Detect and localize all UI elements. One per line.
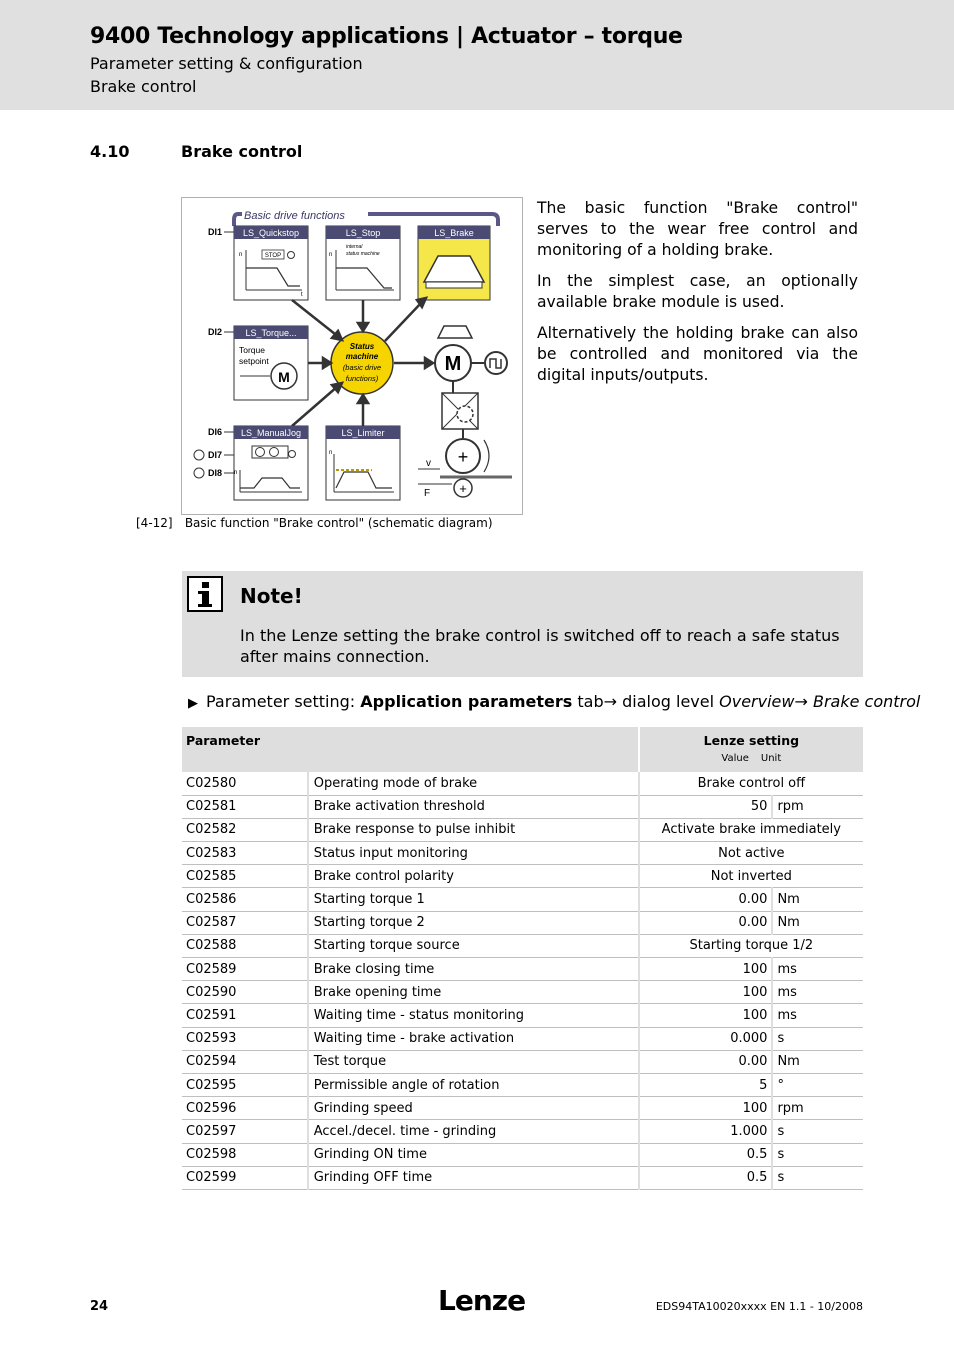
svg-text:setpoint: setpoint: [239, 356, 269, 366]
tab-name: Application parameters: [360, 692, 573, 711]
block-label-stop: LS_Stop: [345, 228, 381, 238]
param-description: Brake activation threshold: [308, 795, 639, 818]
info-icon: [187, 576, 223, 612]
triangle-right-icon: ▶: [188, 696, 198, 711]
svg-text:Status: Status: [349, 342, 375, 351]
figure-caption-text: Basic function "Brake control" (schematic diagram): [184, 516, 493, 530]
svg-text:F: F: [424, 488, 431, 499]
param-code: C02599: [182, 1166, 308, 1189]
param-value: Starting torque 1/2: [639, 934, 863, 957]
svg-text:internal: internal: [346, 244, 363, 250]
table-row: [182, 1166, 863, 1189]
param-code: C02587: [182, 911, 308, 934]
input-di2: DI2: [208, 327, 223, 337]
param-description: Starting torque 2: [308, 911, 639, 934]
note-text: In the Lenze setting the brake control is switched off to reach a safe status after mains connection.: [240, 626, 840, 666]
param-description: Starting torque 1: [308, 888, 639, 911]
svg-text:functions): functions): [345, 374, 379, 383]
table-row: [182, 911, 863, 934]
table-row: [182, 842, 863, 865]
param-value: 0.5: [639, 1166, 773, 1189]
param-description: Grinding ON time: [308, 1143, 639, 1166]
param-unit: s: [772, 1027, 863, 1050]
table-row: [182, 1120, 863, 1143]
svg-text:+: +: [459, 481, 467, 496]
table-row: [182, 958, 863, 981]
param-code: C02597: [182, 1120, 308, 1143]
param-unit: Nm: [772, 888, 863, 911]
param-value: Brake control off: [639, 772, 863, 795]
param-unit: rpm: [772, 1097, 863, 1120]
param-value: 0.000: [639, 1027, 773, 1050]
param-description: Waiting time - status monitoring: [308, 1004, 639, 1027]
param-code: C02596: [182, 1097, 308, 1120]
param-value: Not active: [639, 842, 863, 865]
param-value: 100: [639, 958, 773, 981]
block-label-brake: LS_Brake: [434, 228, 474, 238]
table-row: [182, 888, 863, 911]
param-description: Brake closing time: [308, 958, 639, 981]
svg-text:M: M: [444, 353, 462, 375]
param-unit: s: [772, 1166, 863, 1189]
param-description: Test torque: [308, 1050, 639, 1073]
param-description: Brake response to pulse inhibit: [308, 818, 639, 841]
param-code: C02593: [182, 1027, 308, 1050]
param-unit: Nm: [772, 911, 863, 934]
param-code: C02590: [182, 981, 308, 1004]
param-description: Brake control polarity: [308, 865, 639, 888]
param-description: Operating mode of brake: [308, 772, 639, 795]
param-unit: ms: [772, 1004, 863, 1027]
header-unit: Unit: [760, 753, 782, 764]
param-code: C02585: [182, 865, 308, 888]
param-unit: ms: [772, 981, 863, 1004]
param-unit: s: [772, 1120, 863, 1143]
param-description: Status input monitoring: [308, 842, 639, 865]
svg-text:+: +: [457, 447, 469, 467]
intro-text: [537, 198, 858, 396]
param-unit: rpm: [772, 795, 863, 818]
param-description: Grinding speed: [308, 1097, 639, 1120]
table-row: [182, 818, 863, 841]
param-value: 0.5: [639, 1143, 773, 1166]
input-di7: DI7: [208, 450, 223, 460]
param-value: 1.000: [639, 1120, 773, 1143]
page-subtitle-2: Brake control: [90, 77, 197, 96]
section-number: 4.10: [90, 142, 130, 161]
block-limiter: [326, 426, 400, 500]
header-parameter: Parameter: [182, 727, 639, 772]
intro-paragraph-1: The basic function "Brake control" serves to the wear free control and monitoring of a holding brake.: [537, 199, 858, 259]
param-description: Permissible angle of rotation: [308, 1073, 639, 1096]
param-value: 0.00: [639, 911, 773, 934]
table-row: [182, 865, 863, 888]
header-value: Value: [721, 753, 749, 764]
param-code: C02580: [182, 772, 308, 795]
param-value: Not inverted: [639, 865, 863, 888]
param-code: C02582: [182, 818, 308, 841]
param-unit: ms: [772, 958, 863, 981]
svg-text:Torque: Torque: [239, 345, 265, 355]
table-row: [182, 1027, 863, 1050]
block-quickstop: [234, 226, 308, 300]
param-unit: °: [772, 1073, 863, 1096]
table-row: [182, 1097, 863, 1120]
param-value: 0.00: [639, 1050, 773, 1073]
block-torque: [234, 326, 308, 400]
svg-text:n: n: [329, 450, 333, 456]
param-description: Accel./decel. time - grinding: [308, 1120, 639, 1143]
stop-sign: STOP: [264, 253, 282, 259]
figure-number: [4-12]: [136, 516, 173, 530]
intro-paragraph-2: In the simplest case, an optionally available brake module is used.: [537, 272, 858, 311]
block-manualjog: [234, 426, 308, 500]
table-row: [182, 1143, 863, 1166]
note-box: [182, 571, 863, 677]
param-unit: s: [772, 1143, 863, 1166]
table-row: [182, 795, 863, 818]
param-value: 5: [639, 1073, 773, 1096]
svg-text:status machine: status machine: [346, 251, 380, 257]
svg-text:machine: machine: [345, 352, 379, 361]
param-value: 50: [639, 795, 773, 818]
param-code: C02591: [182, 1004, 308, 1027]
param-unit: Nm: [772, 1050, 863, 1073]
param-code: C02594: [182, 1050, 308, 1073]
svg-text:n: n: [234, 470, 238, 476]
table-row: [182, 1050, 863, 1073]
svg-text:n: n: [329, 252, 333, 258]
note-title: Note!: [240, 584, 303, 608]
table-row: [182, 1073, 863, 1096]
block-label-torque: LS_Torque...: [245, 328, 297, 338]
svg-text:M: M: [278, 369, 290, 385]
svg-text:v: v: [426, 458, 431, 469]
arrow-icon: →: [603, 692, 618, 711]
param-value: 0.00: [639, 888, 773, 911]
page-subtitle-1: Parameter setting & configuration: [90, 54, 363, 73]
param-description: Brake opening time: [308, 981, 639, 1004]
param-description: Waiting time - brake activation: [308, 1027, 639, 1050]
param-description: Grinding OFF time: [308, 1166, 639, 1189]
page-title: 9400 Technology applications | Actuator – torque: [90, 24, 683, 49]
section-title: Brake control: [181, 142, 303, 161]
param-code: C02595: [182, 1073, 308, 1096]
param-code: C02598: [182, 1143, 308, 1166]
param-code: C02581: [182, 795, 308, 818]
parameter-table: [182, 727, 863, 1190]
input-di1: DI1: [208, 227, 223, 237]
block-brake: [418, 226, 490, 300]
table-row: [182, 772, 863, 795]
svg-text:(basic drive: (basic drive: [342, 363, 382, 372]
svg-text:n: n: [239, 252, 243, 258]
table-row: [182, 981, 863, 1004]
table-row: [182, 934, 863, 957]
group-label: Basic drive functions: [244, 210, 345, 222]
arrow-icon: →: [794, 692, 808, 711]
table-row: [182, 1004, 863, 1027]
motor-assembly: [418, 326, 512, 499]
param-code: C02583: [182, 842, 308, 865]
param-value: 100: [639, 1004, 773, 1027]
param-value: 100: [639, 1097, 773, 1120]
header-lenze-setting: Lenze setting Value Unit: [639, 727, 863, 772]
brake-control-diagram: [181, 197, 523, 515]
param-code: C02586: [182, 888, 308, 911]
lenze-logo: Lenze: [438, 1284, 526, 1317]
block-label-limiter: LS_Limiter: [341, 428, 385, 438]
intro-paragraph-3: Alternatively the holding brake can also be controlled and monitored via the digital inputs/outputs.: [537, 324, 858, 384]
block-stop: [326, 226, 400, 300]
input-di6: DI6: [208, 427, 223, 437]
param-value: Activate brake immediately: [639, 818, 863, 841]
figure-caption: [136, 516, 493, 530]
block-label-manualjog: LS_ManualJog: [240, 428, 302, 438]
param-code: C02589: [182, 958, 308, 981]
param-code: C02588: [182, 934, 308, 957]
param-description: Starting torque source: [308, 934, 639, 957]
param-value: 100: [639, 981, 773, 1004]
svg-text:t: t: [301, 292, 303, 298]
input-di8: DI8: [208, 468, 223, 478]
document-reference: EDS94TA10020xxxx EN 1.1 - 10/2008: [655, 1300, 863, 1313]
parameter-setting-path: ▶ Parameter setting: Application parameters tab→ dialog level Overview→ Brake control: [188, 692, 921, 711]
block-label-quickstop: LS_Quickstop: [242, 228, 300, 238]
page-number: 24: [90, 1299, 109, 1314]
